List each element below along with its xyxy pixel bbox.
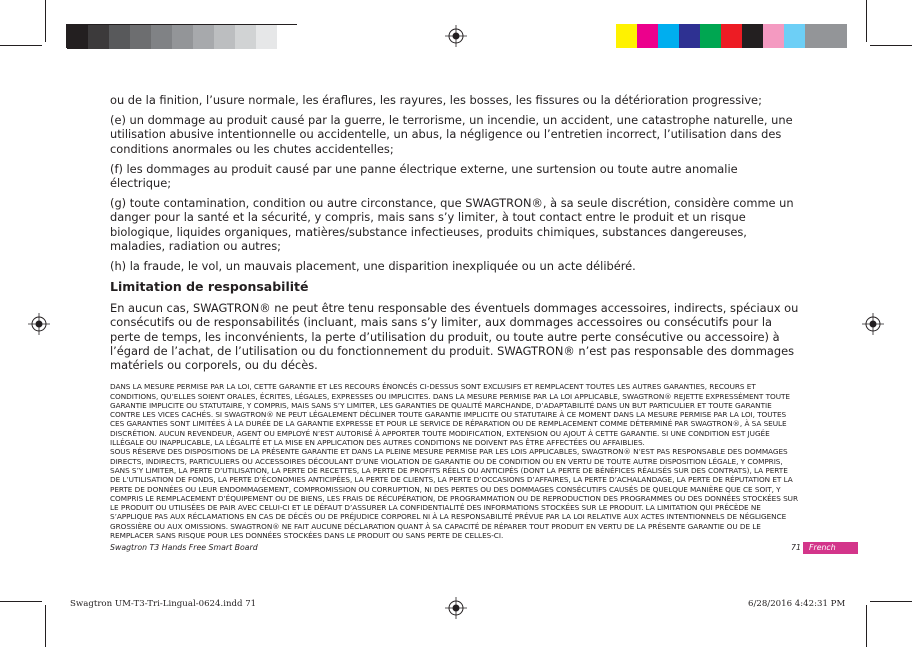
crop-mark bbox=[870, 45, 912, 46]
gray-swatch bbox=[277, 25, 299, 49]
footer-product-name: Swagtron T3 Hands Free Smart Board bbox=[110, 543, 258, 552]
exclusion-item-g: (g) toute contamination, condition ou autre circonstance, que SWAGTRON®, à sa seule discrétion, considère comme un danger pour la santé et la sécurité, y compris, mais sans s’y limiter, à tout contact entre le produit et un risque biologique, liquides organiques, matières/substance infectieuses, produits chimiques, substances dangereuses, maladies, radiation ou autres; bbox=[110, 196, 794, 253]
color-swatch bbox=[721, 24, 742, 48]
crop-mark bbox=[866, 605, 867, 647]
gray-swatch bbox=[151, 25, 173, 49]
gray-swatch bbox=[193, 25, 215, 49]
process-color-bar bbox=[616, 24, 847, 48]
exclusion-item-h: (h) la fraude, le vol, un mauvais placement, une disparition inexpliquée ou un acte délibéré. bbox=[110, 259, 636, 274]
color-swatch bbox=[805, 24, 847, 48]
color-swatch bbox=[679, 24, 700, 48]
gray-swatch bbox=[109, 25, 131, 49]
color-swatch bbox=[742, 24, 763, 48]
registration-mark-icon bbox=[445, 597, 467, 619]
slug-file-info: Swagtron UM-T3-Tri-Lingual-0624.indd 71 bbox=[70, 599, 257, 609]
color-swatch bbox=[637, 24, 658, 48]
slug-datetime: 6/28/2016 4:42:31 PM bbox=[748, 599, 846, 609]
gray-swatch bbox=[67, 25, 89, 49]
page-body bbox=[110, 93, 800, 540]
section-heading: Limitation de responsabilité bbox=[110, 279, 309, 295]
registration-mark-icon bbox=[28, 313, 50, 335]
crop-mark bbox=[0, 601, 42, 602]
gray-swatch bbox=[235, 25, 257, 49]
grayscale-color-bar bbox=[66, 24, 297, 48]
registration-mark-icon bbox=[445, 25, 467, 47]
exclusion-item-f: (f) les dommages au produit causé par une panne électrique externe, une surtension ou toute autre anomalie électrique; bbox=[110, 161, 738, 191]
gray-swatch bbox=[172, 25, 194, 49]
crop-mark bbox=[866, 0, 867, 42]
color-swatch bbox=[700, 24, 721, 48]
color-swatch bbox=[763, 24, 784, 48]
gray-swatch bbox=[214, 25, 236, 49]
crop-mark bbox=[45, 0, 46, 42]
exclusion-item-e: (e) un dommage au produit causé par la guerre, le terrorisme, un incendie, un accident, une catastrophe naturelle, une utilisation abusive intentionnelle ou accidentelle, un abus, la négligence ou l’entretien incorrect, l’utilisation dans des conditions anormales ou les chutes accidentelles; bbox=[110, 113, 793, 156]
registration-mark-icon bbox=[862, 313, 884, 335]
exclusion-item-e-continued: ou de la finition, l’usure normale, les éraflures, les rayures, les bosses, les fissures ou la détérioration progressive; bbox=[110, 93, 762, 107]
color-swatch bbox=[784, 24, 805, 48]
color-swatch bbox=[616, 24, 637, 48]
color-swatch bbox=[658, 24, 679, 48]
language-tab: French bbox=[803, 542, 858, 554]
footer-page-number: 71 bbox=[791, 543, 801, 552]
gray-swatch bbox=[256, 25, 278, 49]
legal-paragraph: SOUS RÉSERVE DES DISPOSITIONS DE LA PRÉSENTE GARANTIE ET DANS LA PLEINE MESURE PERMISE PAR LES LOIS APPLICABLES, SWAGTRON® N’EST PAS RESPONSABLE DES DOMMAGES DIRECTS, INDIRECTS, PARTICULIERS OU ACCESSOIRES DÉCOULANT D’UNE VIOLATION DE GARANTIE OU DE CONDITION OU EN VERTU DE TOUTE AUTRE DISPOSITION LÉGALE, Y COMPRIS, SANS S’Y LIMITER, LA PERTE D’UTILISATION, LA PERTE DE RECETTES, LA PERTE DE PROFITS RÉELS OU ANTICIPÉS (DONT LA PERTE DE BÉNÉFICES RÉALISÉS SUR DES CONTRATS), LA PERTE DE L’UTILISATION DE FONDS, LA PERTE D’ÉCONOMIES ANTICIPÉES, LA PERTE DE CLIENTS, LA PERTE D’OCCASIONS D’AFFAIRES, LA PERTE D’ACHALANDAGE, LA PERTE DE RÉPUTATION ET LA PERTE DE DONNÉES OU LEUR ENDOMMAGEMENT, COMPROMISSION OU CORRUPTION, NI DES PERTES OU DES DOMMAGES CONSÉCUTIFS CAUSÉS DE QUELQUE MANIÈRE QUE CE SOIT, Y COMPRIS LE REMPLACEMENT D’ÉQUIPEMENT OU DE BIENS, LES FRAIS DE RÉCUPÉRATION, DE PROGRAMMATION OU DE REPRODUCTION DES PROGRAMMES OU DES DONNÉES STOCKÉES SUR LE PRODUIT OU UTILISÉES DE PAIR AVEC CELUI-CI ET LE DÉFAUT D’ASSURER LA CONFIDENTIALITÉ DES INFORMATIONS STOCKÉES SUR LE PRODUIT. LA LIMITATION QUI PRÉCÈDE NE S’APPLIQUE PAS AUX RÉCLAMATIONS EN CAS DE DÉCÈS OU DE PRÉJUDICE CORPOREL NI À LA RESPONSABILITÉ PRÉVUE PAR LA LOI RELATIVE AUX ACTES INTENTIONNELS DE NÉGLIGENCE GROSSIÈRE OU AUX OMISSIONS. SWAGTRON® NE FAIT AUCUNE DÉCLARATION QUANT À SA CAPACITÉ DE RÉPARER TOUT PRODUIT EN VERTU DE LA PRÉSENTE GARANTIE OU DE LE REMPLACER SANS RISQUE POUR LES DONNÉES STOCKÉES DANS LE PRODUIT OU SANS PERTE DE CELLES-CI. bbox=[110, 447, 798, 540]
crop-mark bbox=[0, 45, 42, 46]
gray-swatch bbox=[130, 25, 152, 49]
crop-mark bbox=[870, 601, 912, 602]
legal-paragraph: DANS LA MESURE PERMISE PAR LA LOI, CETTE GARANTIE ET LES RECOURS ÉNONCÉS CI-DESSUS SONT EXCLUSIFS ET REMPLACENT TOUTES LES AUTRES GARANTIES, RECOURS ET CONDITIONS, QU’ELLES SOIENT ORALES, ÉCRITES, LÉGALES, EXPRESSES OU IMPLICITES. DANS LA MESURE PERMISE PAR LA LOI APPLICABLE, SWAGTRON® REJETTE EXPRESSÉMENT TOUTE GARANTIE IMPLICITE OU STATUTAIRE, Y COMPRIS, MAIS SANS S’Y LIMITER, LES GARANTIES DE QUALITÉ MARCHANDE, D’ADAPTABILITÉ DANS UN BUT PARTICULIER ET TOUTE GARANTIE CONTRE LES VICES CACHÉS. SI SWAGTRON® NE PEUT LÉGALEMENT DÉCLINER TOUTE GARANTIE IMPLICITE OU STATUTAIRE À CE MOMENT DANS LA MESURE PERMISE PAR LA LOI, TOUTES CES GARANTIES SONT LIMITÉES À LA DURÉE DE LA GARANTIE EXPRESSE ET POUR LE SERVICE DE RÉPARATION OU DE REMPLACEMENT COMME DÉTERMINÉ PAR SWAGTRON®, À SA SEULE DISCRÉTION. AUCUN REVENDEUR, AGENT OU EMPLOYÉ N’EST AUTORISÉ À APPORTER TOUTE MODIFICATION, EXTENSION OU AJOUT À CETTE GARANTIE. SI UNE CONDITION EST JUGÉE ILLÉGALE OU INAPPLICABLE, LA LÉGALITÉ ET LA MISE EN APPLICATION DES AUTRES CONDITIONS NE DOIVENT PAS ÊTRE AFFECTÉES OU AFFAIBLIES. bbox=[110, 382, 790, 448]
legal-disclaimer bbox=[110, 382, 800, 540]
crop-mark bbox=[45, 605, 46, 647]
liability-paragraph: En aucun cas, SWAGTRON® ne peut être tenu responsable des éventuels dommages accessoires, indirects, spéciaux ou consécutifs ou de responsabilités (incluant, mais sans s’y limiter, aux dommages accessoires ou consécutifs pour la perte de temps, les inconvénients, la perte d’utilisation du produit, ou toute autre perte consécutive ou accessoire) à l’égard de l’achat, de l’utilisation ou du fonctionnement du produit. SWAGTRON® n’est pas responsable des dommages matériels ou corporels, ou du décès. bbox=[110, 301, 799, 373]
gray-swatch bbox=[88, 25, 110, 49]
